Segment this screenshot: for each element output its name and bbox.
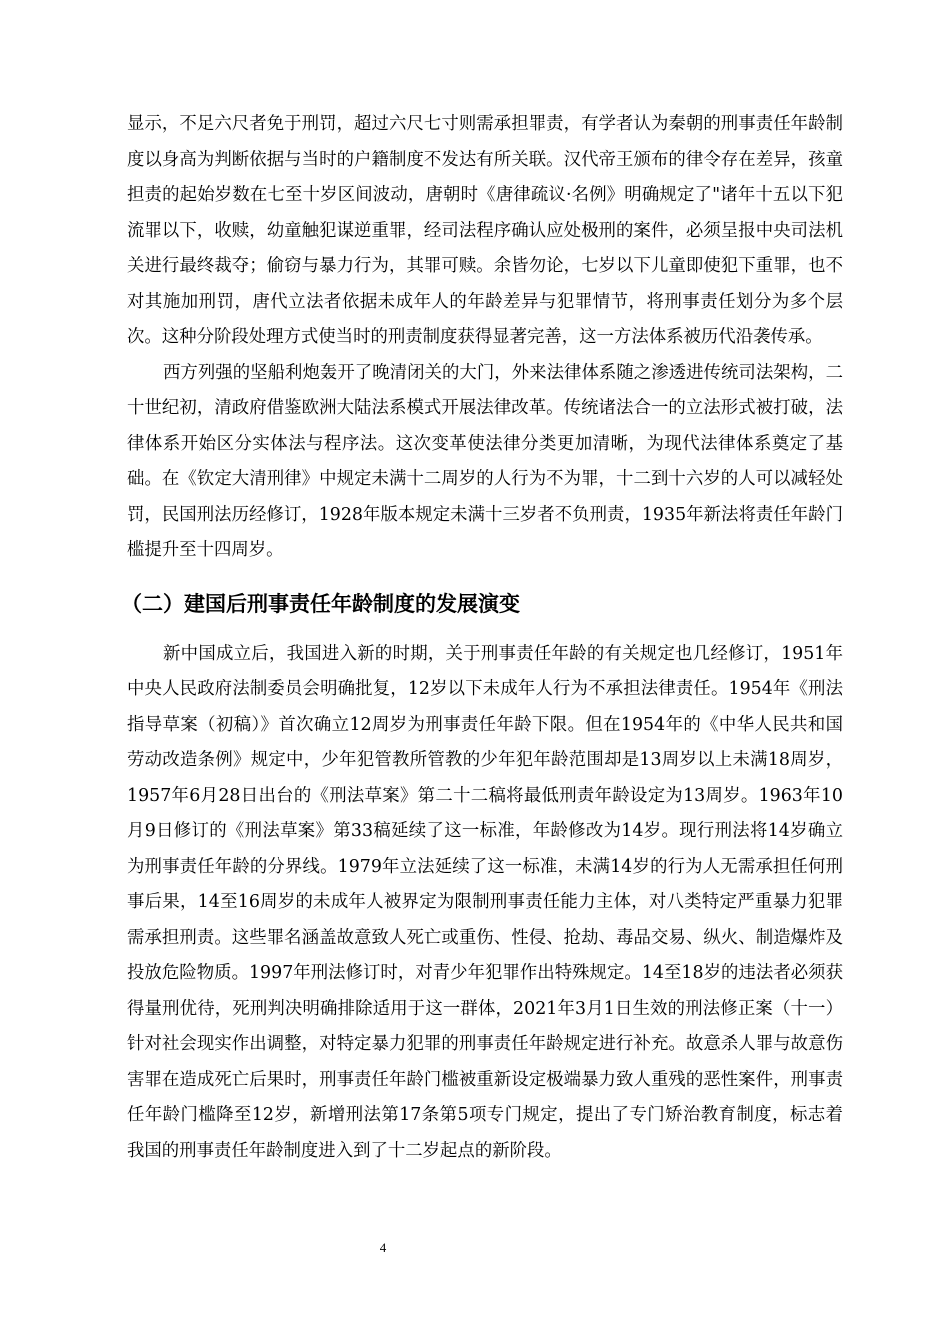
section-heading: （二）建国后刑事责任年龄制度的发展演变 — [121, 591, 520, 616]
paragraph-qing-reform: 西方列强的坚船利炮轰开了晚清闭关的大门，外来法律体系随之渗透进传统司法架构，二十世纪初，清政府借鉴欧洲大陆法系模式开展法律改革。传统诸法合一的立法形式被打破，法律体系开始区分实体法与程序法。这次变革使法律分类更加清晰，为现代法律体系奠定了基础。在《钦定大清刑律》中规定未满十二周岁的人行为不为罪，十二到十六岁的人可以减轻处罚，民国刑法历经修订，1928年版本规定未满十三岁者不负刑责，1935年新法将责任年龄门槛提升至十四周岁。 — [127, 362, 843, 560]
paragraph-prc-development: 新中国成立后，我国进入新的时期，关于刑事责任年龄的有关规定也几经修订，1951年中央人民政府法制委员会明确批复，12岁以下未成年人行为不承担法律责任。1954年《刑法指导草案（初稿）》首次确立12周岁为刑事责任年龄下限。但在1954年的《中华人民共和国劳动改造条例》规定中，少年犯管教所管教的少年犯年龄范围却是13周岁以上未满18周岁，1957年6月28日出台的《刑法草案》第二十二稿将最低刑责年龄设定为13周岁。1963年10月9日修订的《刑法草案》第33稿延续了这一标准，年龄修改为14岁。现行刑法将14岁确立为刑事责任年龄的分界线。1979年立法延续了这一标准，未满14岁的行为人无需承担任何刑事后果，14至16周岁的未成年人被界定为限制刑事责任能力主体，对八类特定严重暴力犯罪需承担刑责。这些罪名涵盖故意致人死亡或重伤、性侵、抢劫、毒品交易、纵火、制造爆炸及投放危险物质。1997年刑法修订时，对青少年犯罪作出特殊规定。14至18岁的违法者必须获得量刑优待，死刑判决明确排除适用于这一群体，2021年3月1日生效的刑法修正案（十一）针对社会现实作出调整，对特定暴力犯罪的刑事责任年龄规定进行补充。故意杀人罪与故意伤害罪在造成死亡后果时，刑事责任年龄门槛被重新设定极端暴力致人重残的恶性案件，刑事责任年龄门槛降至12岁，新增刑法第17条第5项专门规定，提出了专门矫治教育制度，标志着我国的刑事责任年龄制度进入到了十二岁起点的新阶段。 — [127, 643, 843, 1161]
page-body — [121, 107, 844, 1169]
page-number: 4 — [379, 1240, 387, 1255]
paragraph-tang-law: 显示，不足六尺者免于刑罚，超过六尺七寸则需承担罪责，有学者认为秦朝的刑事责任年龄制度以身高为判断依据与当时的户籍制度不发达有所关联。汉代帝王颁布的律令存在差异，孩童担责的起始岁数在七至十岁区间波动，唐朝时《唐律疏议·名例》明确规定了"诸年十五以下犯流罪以下，收赎，幼童触犯谋逆重罪，经司法程序确认应处极刑的案件，必须呈报中央司法机关进行最终裁夺；偷窃与暴力行为，其罪可赎。余皆勿论，七岁以下儿童即使犯下重罪，也不对其施加刑罚，唐代立法者依据未成年人的年龄差异与犯罪情节，将刑事责任划分为多个层次。这种分阶段处理方式使当时的刑责制度获得显著完善，这一方法体系被历代沿袭传承。 — [127, 114, 844, 347]
